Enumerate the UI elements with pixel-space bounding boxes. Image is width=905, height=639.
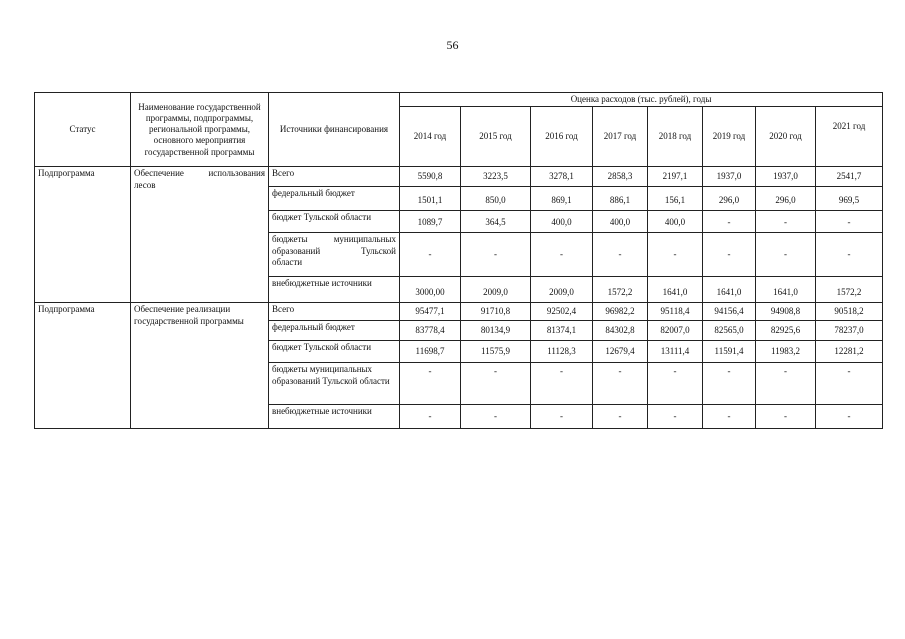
value-cell: 3000,00: [400, 277, 461, 303]
value-cell: -: [400, 405, 461, 429]
value-cell: -: [461, 233, 531, 277]
value-cell: -: [703, 405, 756, 429]
value-cell: -: [593, 405, 648, 429]
value-cell: 850,0: [461, 187, 531, 211]
section-name-part: Обеспечение: [134, 168, 184, 179]
value-cell: -: [461, 363, 531, 405]
value-cell: 3278,1: [531, 167, 593, 187]
value-cell: 2009,0: [461, 277, 531, 303]
source-label-part: бюджеты: [272, 234, 308, 245]
value-cell: -: [816, 211, 883, 233]
page-number: 56: [446, 38, 459, 52]
source-label: [269, 233, 400, 277]
value-cell: 1641,0: [756, 277, 816, 303]
source-label: бюджет Тульской области: [269, 211, 400, 233]
value-cell: 82007,0: [648, 321, 703, 341]
value-cell: 364,5: [461, 211, 531, 233]
value-cell: -: [400, 233, 461, 277]
value-cell: 1641,0: [703, 277, 756, 303]
value-cell: 400,0: [648, 211, 703, 233]
value-cell: -: [816, 363, 883, 405]
value-cell: -: [531, 363, 593, 405]
value-cell: 11128,3: [531, 341, 593, 363]
source-label-part: области: [272, 256, 303, 267]
value-cell: 2541,7: [816, 167, 883, 187]
section-name-part: использования: [208, 168, 265, 179]
header-name: Наименование государственной программы, подпрограммы, региональной программы, основного мероприятия государственной программы: [131, 93, 269, 167]
value-cell: 91710,8: [461, 303, 531, 321]
value-cell: 94908,8: [756, 303, 816, 321]
value-cell: 92502,4: [531, 303, 593, 321]
header-year: 2016 год: [531, 107, 593, 167]
value-cell: -: [648, 405, 703, 429]
value-cell: -: [816, 405, 883, 429]
section-status: Подпрограмма: [35, 303, 131, 429]
value-cell: 1501,1: [400, 187, 461, 211]
header-year: 2021 год: [816, 107, 883, 167]
source-label: Всего: [269, 167, 400, 187]
source-label-part: муниципальных: [333, 234, 396, 245]
source-label-part: Тульской: [361, 245, 396, 256]
value-cell: 13111,4: [648, 341, 703, 363]
value-cell: 95477,1: [400, 303, 461, 321]
value-cell: -: [756, 363, 816, 405]
value-cell: 2858,3: [593, 167, 648, 187]
header-estimate: Оценка расходов (тыс. рублей), годы: [400, 93, 883, 107]
value-cell: 78237,0: [816, 321, 883, 341]
section-name: Обеспечение реализации государственной программы: [131, 303, 269, 429]
value-cell: -: [648, 233, 703, 277]
header-year: 2015 год: [461, 107, 531, 167]
value-cell: 11698,7: [400, 341, 461, 363]
value-cell: 156,1: [648, 187, 703, 211]
value-cell: 83778,4: [400, 321, 461, 341]
value-cell: 90518,2: [816, 303, 883, 321]
section-status: Подпрограмма: [35, 167, 131, 303]
source-label: бюджет Тульской области: [269, 341, 400, 363]
source-label: внебюджетные источники: [269, 405, 400, 429]
value-cell: 1572,2: [593, 277, 648, 303]
value-cell: 2197,1: [648, 167, 703, 187]
expenditure-table: [34, 92, 883, 429]
value-cell: 11591,4: [703, 341, 756, 363]
value-cell: -: [593, 233, 648, 277]
value-cell: 1641,0: [648, 277, 703, 303]
value-cell: 80134,9: [461, 321, 531, 341]
value-cell: -: [756, 233, 816, 277]
value-cell: -: [756, 211, 816, 233]
source-label-part: образований: [272, 245, 321, 256]
header-sources: Источники финансирования: [269, 93, 400, 167]
header-status: Статус: [35, 93, 131, 167]
source-label: федеральный бюджет: [269, 187, 400, 211]
value-cell: -: [461, 405, 531, 429]
table-row: [35, 303, 883, 321]
value-cell: 969,5: [816, 187, 883, 211]
table-row: [35, 167, 883, 187]
value-cell: 1572,2: [816, 277, 883, 303]
value-cell: -: [703, 211, 756, 233]
value-cell: 400,0: [593, 211, 648, 233]
source-label: федеральный бюджет: [269, 321, 400, 341]
value-cell: 94156,4: [703, 303, 756, 321]
value-cell: 82925,6: [756, 321, 816, 341]
value-cell: 96982,2: [593, 303, 648, 321]
value-cell: -: [531, 405, 593, 429]
header-year: 2020 год: [756, 107, 816, 167]
source-label: внебюджетные источники: [269, 277, 400, 303]
header-year: 2017 год: [593, 107, 648, 167]
value-cell: -: [400, 363, 461, 405]
value-cell: 869,1: [531, 187, 593, 211]
value-cell: 886,1: [593, 187, 648, 211]
value-cell: 2009,0: [531, 277, 593, 303]
value-cell: 12679,4: [593, 341, 648, 363]
value-cell: 82565,0: [703, 321, 756, 341]
value-cell: 3223,5: [461, 167, 531, 187]
value-cell: 1089,7: [400, 211, 461, 233]
value-cell: -: [703, 363, 756, 405]
value-cell: 11575,9: [461, 341, 531, 363]
value-cell: -: [816, 233, 883, 277]
section-name: [131, 167, 269, 303]
source-label: Всего: [269, 303, 400, 321]
value-cell: -: [756, 405, 816, 429]
value-cell: 400,0: [531, 211, 593, 233]
value-cell: 12281,2: [816, 341, 883, 363]
value-cell: 5590,8: [400, 167, 461, 187]
value-cell: 84302,8: [593, 321, 648, 341]
value-cell: 296,0: [703, 187, 756, 211]
header-year: 2019 год: [703, 107, 756, 167]
value-cell: -: [648, 363, 703, 405]
value-cell: 95118,4: [648, 303, 703, 321]
value-cell: -: [593, 363, 648, 405]
header-year: 2018 год: [648, 107, 703, 167]
value-cell: -: [531, 233, 593, 277]
value-cell: 1937,0: [703, 167, 756, 187]
value-cell: 81374,1: [531, 321, 593, 341]
section-name-part: лесов: [134, 179, 156, 190]
value-cell: 1937,0: [756, 167, 816, 187]
source-label: бюджеты муниципальных образований Тульской области: [269, 363, 400, 405]
value-cell: -: [703, 233, 756, 277]
value-cell: 296,0: [756, 187, 816, 211]
header-row: [35, 93, 883, 107]
header-year: 2014 год: [400, 107, 461, 167]
value-cell: 11983,2: [756, 341, 816, 363]
